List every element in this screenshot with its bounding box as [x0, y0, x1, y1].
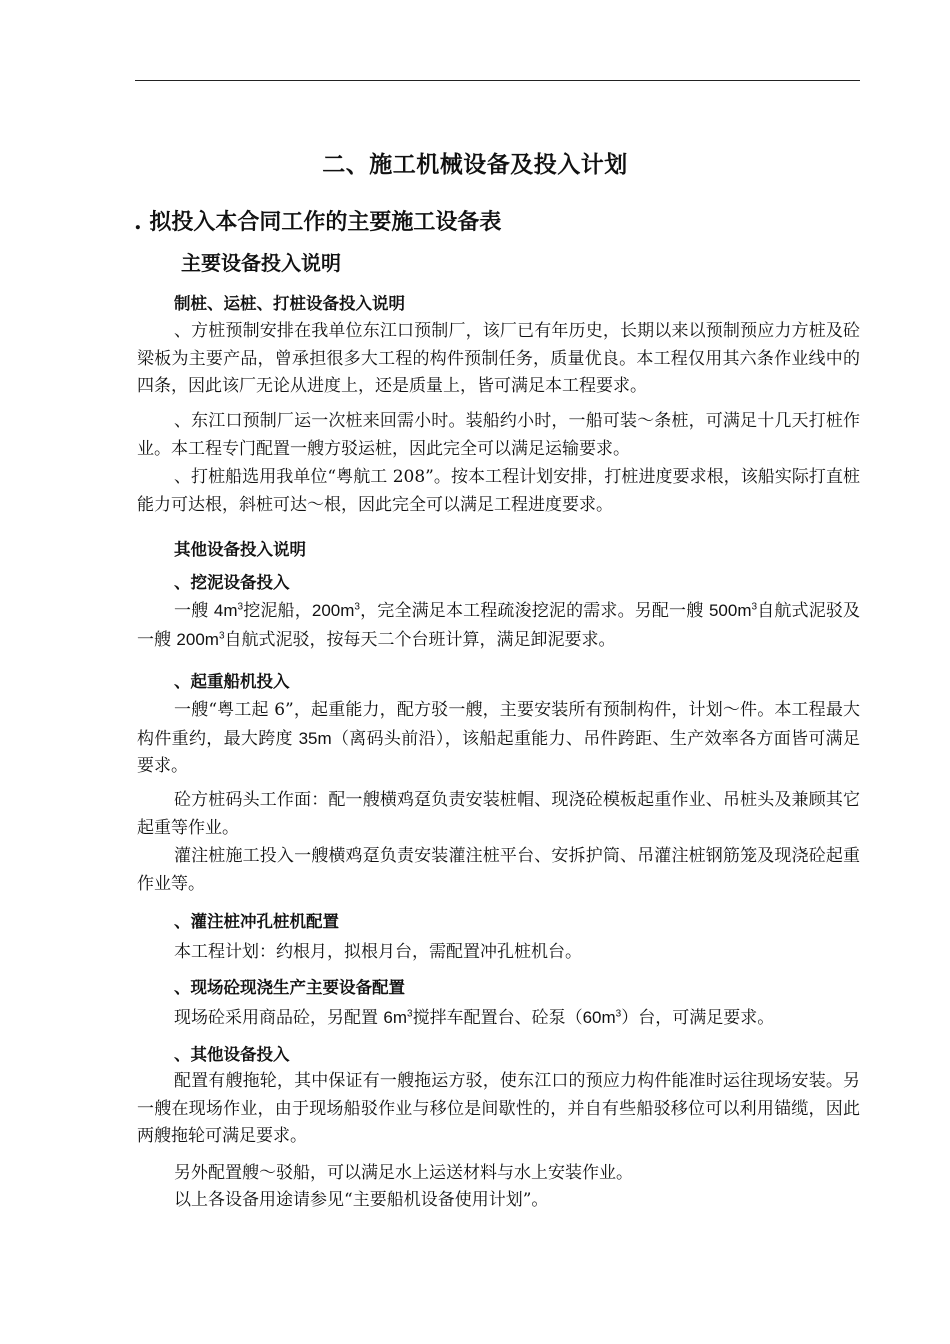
- paragraph-square-pile-wharf: 砼方桩码头工作面：配一艘横鸡趸负责安装桩帽、现浇砼模板起重作业、吊桩头及兼顾其它起重等作业。: [137, 790, 860, 838]
- heading-other-equipment: 其他设备投入说明: [174, 540, 306, 559]
- text-concrete-config: 现场砼采用商品砼，另配置 $6m^3$搅拌车配置台、砼泵$(60m^3)$台，可满足要求。: [174, 1008, 775, 1028]
- paragraph-dredging: 一艘 $4m^3$挖泥船，$200m^3$，完全满足本工程疏浚挖泥的需求。另配一艘 $500m^3$自航式泥驳及一艘 $200m^3$自航式泥驳，按每天二个台班计算，满足卸泥要求。: [137, 601, 861, 650]
- heading-misc-equipment: 、其他设备投入: [174, 1045, 290, 1064]
- heading-crane: 、起重船机投入: [174, 672, 290, 691]
- heading-pile-equipment: 制桩、运桩、打桩设备投入说明: [174, 294, 405, 313]
- paragraph-tugboats: 配置有艘拖轮，其中保证有一艘拖运方驳，使东江口的预应力构件能准时运往现场安装。另一艘在现场作业，由于现场船驳作业与移位是间歇性的，并自有些船驳移位可以利用锚缆，因此两艘拖轮可满足要求。: [137, 1071, 860, 1146]
- heading-dredging: 、挖泥设备投入: [174, 573, 290, 592]
- paragraph-pile-prefab: 、方桩预制安排在我单位东江口预制厂，该厂已有年历史，长期以来以预制预应力方桩及砼梁板为主要产品，曾承担很多大工程的构件预制任务，质量优良。本工程仅用其六条作业线中的四条，因此该厂无论从进度上，还是质量上，皆可满足本工程要求。: [137, 321, 860, 396]
- paragraph-pile-transport: 、东江口预制厂运一次桩来回需小时。装船约小时，一船可装～条桩，可满足十几天打桩作业。本工程专门配置一艘方驳运桩，因此完全可以满足运输要求。: [137, 411, 860, 459]
- header-rule: [135, 80, 860, 81]
- paragraph-crane: 一艘“粤工起 6”，起重能力，配方驳一艘，主要安装所有预制构件，计划～件。本工程最大构件重约，最大跨度 35m（离码头前沿），该船起重能力、吊件跨距、生产效率各方面皆可满足要求。: [137, 700, 860, 776]
- paragraph-bored-pile-crane: 灌注桩施工投入一艘横鸡趸负责安装灌注桩平台、安拆护筒、吊灌注桩钢筋笼及现浇砼起重作业等。: [137, 846, 860, 894]
- text-reference: 以上各设备用途请参见“主要船机设备使用计划”。: [174, 1190, 549, 1210]
- text-bored-pile-plan: 本工程计划：约根月，拟根月台，需配置冲孔桩机台。: [174, 942, 582, 962]
- page-title: 二、施工机械设备及投入计划: [322, 151, 628, 178]
- section-heading: . 拟投入本合同工作的主要施工设备表: [134, 209, 502, 235]
- subsection-heading: 主要设备投入说明: [181, 251, 341, 275]
- text-barges: 另外配置艘～驳船，可以满足水上运送材料与水上安装作业。: [174, 1163, 633, 1183]
- heading-concrete: 、现场砼现浇生产主要设备配置: [174, 978, 405, 997]
- paragraph-pile-driving: 、打桩船选用我单位“粤航工 208”。按本工程计划安排，打桩进度要求根，该船实际打直桩能力可达根，斜桩可达～根，因此完全可以满足工程进度要求。: [137, 467, 860, 515]
- heading-bored-pile: 、灌注桩冲孔桩机配置: [174, 912, 339, 931]
